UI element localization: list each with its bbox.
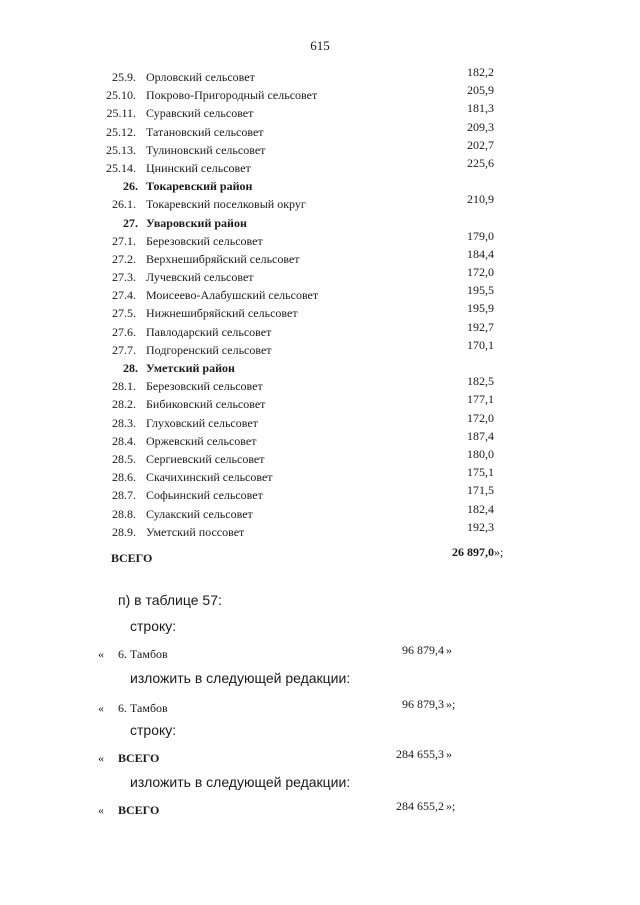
row-value: 192,3 xyxy=(467,519,494,534)
row-value: 202,7 xyxy=(467,137,494,152)
row-value: 179,0 xyxy=(467,228,494,243)
table-row xyxy=(0,483,640,504)
table-row xyxy=(0,410,640,432)
row-number: 27.5. xyxy=(112,306,136,321)
row2-new xyxy=(0,800,640,820)
row-number: 28. xyxy=(123,361,138,375)
row-value: 195,9 xyxy=(467,301,494,316)
table-row xyxy=(0,392,640,413)
row-name: Лучевский сельсовет xyxy=(146,270,254,285)
row-value: 180,0 xyxy=(467,446,494,461)
row-name: Верхнешибряйский сельсовет xyxy=(146,251,300,266)
row-value: 225,6 xyxy=(467,155,494,170)
table-row xyxy=(0,519,640,541)
row-number: 25.12. xyxy=(106,124,136,139)
row2-new-value: 284 655,2 xyxy=(396,799,444,813)
row-name: Цнинский сельсовет xyxy=(146,160,251,175)
district-heading-row xyxy=(0,359,640,377)
row1-new-label: 6. Тамбов xyxy=(118,701,168,715)
table-row xyxy=(0,301,640,322)
row1-new-end: »; xyxy=(446,697,456,711)
line-word-2 xyxy=(0,720,640,740)
row-number: 27. xyxy=(123,215,138,230)
row-name: Уметский поссовет xyxy=(146,524,245,539)
line-word-1 xyxy=(0,616,640,636)
line-word-text: строку: xyxy=(130,722,177,738)
row-number: 28.9. xyxy=(112,524,136,539)
row-value: 182,2 xyxy=(467,65,494,79)
row-name: Глуховский сельсовет xyxy=(146,415,258,430)
table-row xyxy=(0,65,640,86)
open-quote: « xyxy=(98,647,104,661)
row-name: Покрово-Пригородный сельсовет xyxy=(146,88,318,103)
row-value: 175,1 xyxy=(467,465,494,480)
row-number: 28.2. xyxy=(112,397,136,412)
settlements-table xyxy=(0,65,640,541)
row-name: Тулиновский сельсовет xyxy=(146,142,266,157)
row2-old-end: » xyxy=(446,747,452,761)
row-number: 25.9. xyxy=(112,70,136,84)
row-value: 171,5 xyxy=(467,483,494,498)
table-row xyxy=(0,283,640,304)
row1-new xyxy=(0,698,640,718)
total-row xyxy=(0,545,640,568)
row-number: 26.1. xyxy=(112,197,136,212)
row-number: 27.7. xyxy=(112,342,136,357)
row-name: Оржевский сельсовет xyxy=(146,433,257,448)
table-row xyxy=(0,119,640,141)
row-number: 26. xyxy=(123,179,138,194)
row-number: 28.8. xyxy=(112,506,136,521)
row-number: 27.3. xyxy=(112,270,136,285)
table-row xyxy=(0,192,640,213)
row-value: 182,4 xyxy=(467,501,494,516)
row1-old-value: 96 879,4 xyxy=(402,643,444,657)
row-value: 210,9 xyxy=(467,192,494,207)
table-row xyxy=(0,137,640,159)
table-row xyxy=(0,228,640,250)
replace-line-2 xyxy=(0,772,640,792)
table-row xyxy=(0,265,640,286)
row-name: Токаревский поселковый округ xyxy=(146,197,306,212)
row2-new-end: »; xyxy=(446,799,456,813)
row-number: 28.7. xyxy=(112,488,136,503)
district-heading-row xyxy=(0,177,640,195)
row-name: Березовский сельсовет xyxy=(146,379,263,394)
row-name: Нижнешибряйский сельсовет xyxy=(146,306,298,321)
row-value: 181,3 xyxy=(467,101,494,116)
row-value: 209,3 xyxy=(467,119,494,134)
open-quote: « xyxy=(98,751,104,765)
row-name: Скачихинский сельсовет xyxy=(146,470,273,485)
row-name: Бибиковский сельсовет xyxy=(146,397,266,412)
table-row xyxy=(0,155,640,177)
row-number: 25.14. xyxy=(106,160,136,175)
row-value: 195,5 xyxy=(467,283,494,298)
open-quote: « xyxy=(98,803,104,817)
row-name: Сулакский сельсовет xyxy=(146,506,253,521)
row-value: 170,1 xyxy=(467,337,494,352)
row-value: 172,0 xyxy=(467,265,494,280)
row-number: 28.6. xyxy=(112,470,136,485)
table-ref: п) в таблице 57: xyxy=(118,592,222,608)
row-name: Подгоренский сельсовет xyxy=(146,342,272,357)
row-name: Софьинский сельсовет xyxy=(146,488,263,503)
row-name: Уметский район xyxy=(146,361,235,375)
row1-new-value: 96 879,3 xyxy=(402,697,444,711)
table-row xyxy=(0,428,640,450)
row-name: Орловский сельсовет xyxy=(146,70,255,84)
table-row xyxy=(0,101,640,122)
row2-old xyxy=(0,748,640,768)
row-name: Татановский сельсовет xyxy=(146,124,264,139)
row-number: 27.4. xyxy=(112,288,136,303)
table-row xyxy=(0,319,640,341)
line-word-text: строку: xyxy=(130,618,177,634)
district-heading-row xyxy=(0,214,640,232)
table-row xyxy=(0,83,640,104)
row-value: 184,4 xyxy=(467,246,494,261)
row-value: 177,1 xyxy=(467,392,494,407)
page-number: 615 xyxy=(310,38,330,53)
replace-word-text: изложить в следующей редакции: xyxy=(130,774,351,790)
table-row xyxy=(0,465,640,486)
row-value: 205,9 xyxy=(467,83,494,98)
total-suffix: »; xyxy=(494,545,504,559)
total-label: ВСЕГО xyxy=(111,551,153,565)
row-number: 27.2. xyxy=(112,251,136,266)
open-quote: « xyxy=(98,701,104,715)
row-value: 172,0 xyxy=(467,410,494,425)
replace-line-1 xyxy=(0,668,640,688)
row-number: 28.5. xyxy=(112,451,136,466)
table-row xyxy=(0,337,640,359)
row-name: Моисеево-Алабушский сельсовет xyxy=(146,288,319,303)
row2-old-value: 284 655,3 xyxy=(396,747,444,761)
row-value: 192,7 xyxy=(467,319,494,334)
row-number: 25.13. xyxy=(106,142,136,157)
row-name: Павлодарский сельсовет xyxy=(146,324,272,339)
table-row xyxy=(0,246,640,268)
row-name: Уваровский район xyxy=(146,215,247,230)
row-number: 25.10. xyxy=(106,88,136,103)
row-number: 28.1. xyxy=(112,379,136,394)
total-value: 26 897,0 xyxy=(452,545,494,559)
replace-word-text: изложить в следующей редакции: xyxy=(130,670,351,686)
row-name: Сергиевский сельсовет xyxy=(146,451,265,466)
row-name: Суравский сельсовет xyxy=(146,106,254,121)
table-row xyxy=(0,374,640,395)
row2-new-label: ВСЕГО xyxy=(118,803,160,817)
row2-old-label: ВСЕГО xyxy=(118,751,160,765)
table-row xyxy=(0,501,640,523)
row1-old-label: 6. Тамбов xyxy=(118,647,168,661)
row-name: Березовский сельсовет xyxy=(146,233,263,248)
table-ref-line xyxy=(0,590,640,610)
row-number: 28.3. xyxy=(112,415,136,430)
row-number: 27.6. xyxy=(112,324,136,339)
row-value: 182,5 xyxy=(467,374,494,389)
row1-old-end: » xyxy=(446,643,452,657)
row1-old xyxy=(0,644,640,664)
table-row xyxy=(0,446,640,468)
row-name: Токаревский район xyxy=(146,179,253,194)
row-number: 25.11. xyxy=(106,106,136,121)
row-value: 187,4 xyxy=(467,428,494,443)
row-number: 27.1. xyxy=(112,233,136,248)
row-number: 28.4. xyxy=(112,433,136,448)
